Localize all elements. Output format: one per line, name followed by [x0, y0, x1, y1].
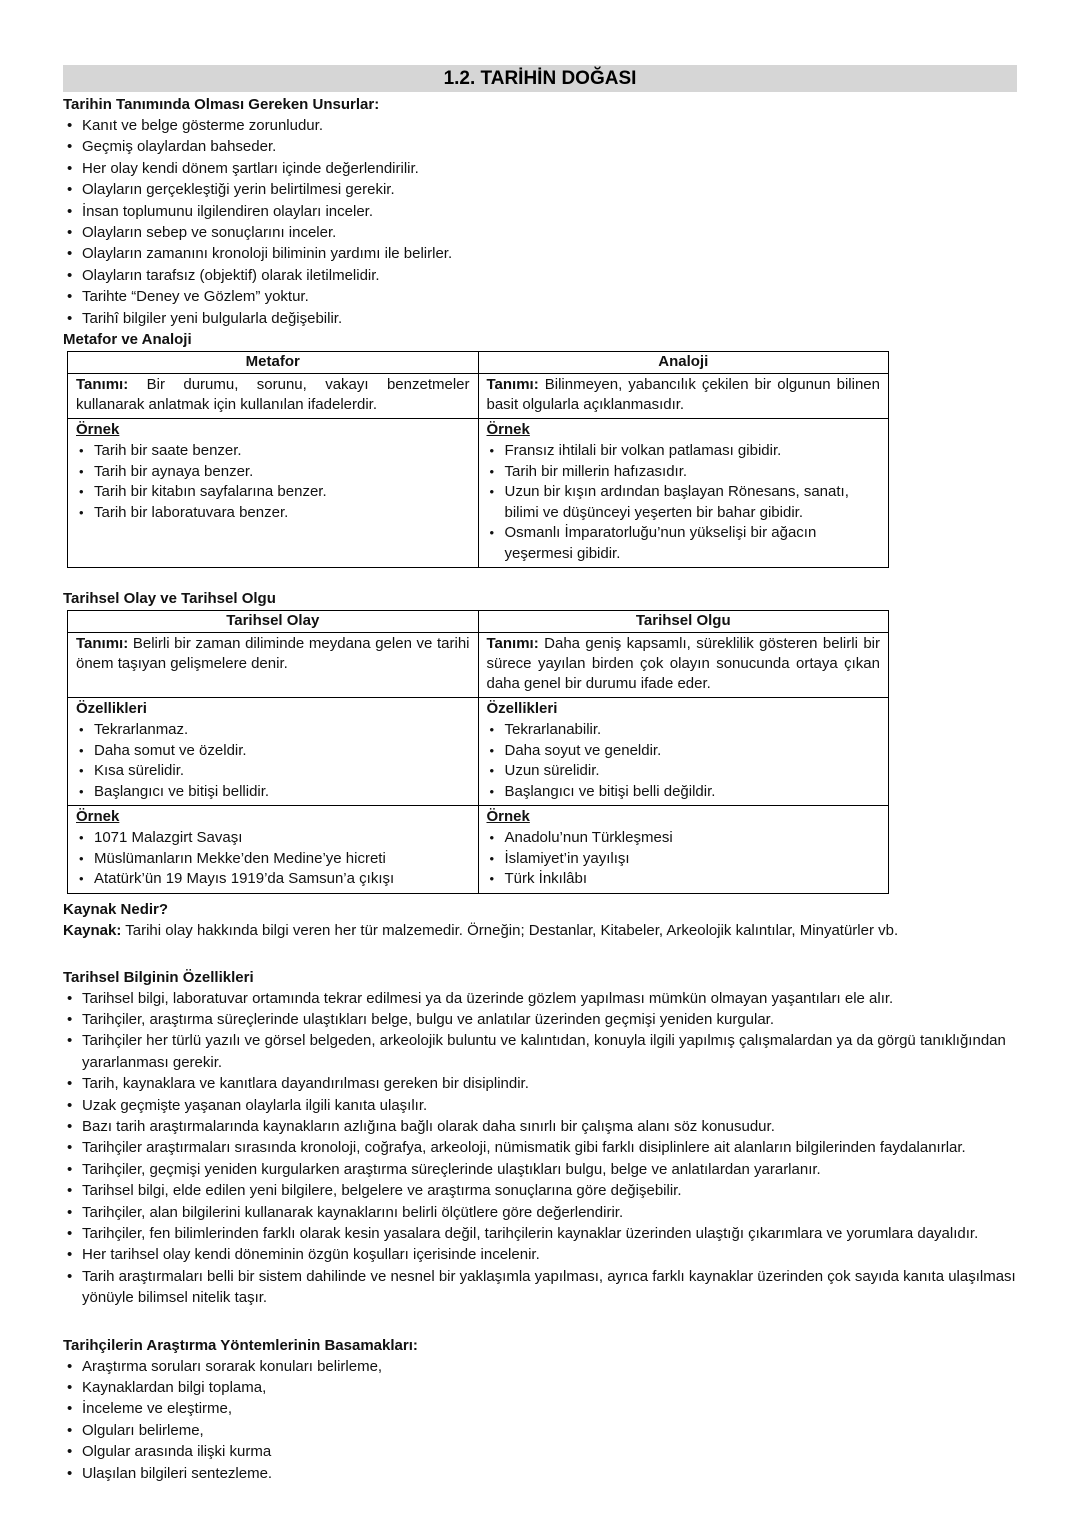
table-row-ornek [68, 806, 889, 894]
list-item: • Tarih bir millerin hafızasıdır. [487, 462, 881, 483]
olay-tanim-cell [68, 633, 479, 698]
list-item: • Olayların sebep ve sonuçlarını inceler. [63, 222, 1017, 243]
metafor-tanim-text: Bir durumu, sorunu, vakayı benzetmeler kullanarak anlatmak için kullanılan ifadelerdir. [76, 376, 470, 414]
metafor-ornek-list [76, 441, 470, 523]
heading-olay-olgu: Tarihsel Olay ve Tarihsel Olgu [63, 590, 276, 608]
ornek-label: Örnek [486, 808, 530, 826]
olgu-tanim-text: Daha geniş kapsamlı, süreklilik gösteren belirli bir sürece yayılan birden çok olayın sonucunda ortaya çıkan daha genel bir durumu ifade eder. [486, 635, 880, 693]
table-header-row [68, 611, 889, 633]
list-item: • Tarihçiler, alan bilgilerini kullanarak kaynaklarını belirli ölçütlere göre değerlendirir. [63, 1202, 1017, 1223]
olay-tanim-text: Belirli bir zaman diliminde meydana gelen ve tarihi önem taşıyan gelişmelere denir. [76, 635, 470, 673]
column-header-analoji: Analoji [478, 352, 889, 374]
list-item: • Tarihsel bilgi, laboratuvar ortamında tekrar edilmesi ya da üzerinde gözlem yapılması mümkün olmayan yaşantıları ele alır. [63, 988, 1017, 1009]
olgu-ozellikleri-list [487, 720, 881, 802]
list-item: • Her olay kendi dönem şartları içinde değerlendirilir. [63, 158, 1017, 179]
heading-basamaklar: Tarihçilerin Araştırma Yöntemlerinin Basamakları: [63, 1336, 418, 1354]
list-item: • Her tarihsel olay kendi döneminin özgün koşulları içerisinde incelenir. [63, 1244, 1017, 1265]
ornek-label: Örnek [76, 808, 120, 826]
list-item: • Tarih bir saate benzer. [76, 441, 470, 462]
olgu-ornek-list [487, 828, 881, 890]
list-item: • Başlangıcı ve bitişi bellidir. [76, 782, 470, 803]
table-row-ornek [68, 419, 889, 568]
list-item: • Tekrarlanabilir. [487, 720, 881, 741]
ozellikleri-label: Özellikleri [76, 700, 147, 718]
metafor-ornek-cell [68, 419, 479, 568]
spacer [63, 568, 1017, 588]
list-item: • Tarihî bilgiler yeni bulgularla değişebilir. [63, 308, 1017, 329]
list-item: • Tarihçiler araştırmaları sırasında kronoloji, coğrafya, arkeoloji, nümismatik gibi farklı disiplinlere ait alanların bilgilerinden faydalanırlar. [63, 1137, 1017, 1158]
list-item: • Atatürk’ün 19 Mayıs 1919’da Samsun’a çıkışı [76, 869, 470, 890]
page-title: 1.2. TARİHİN DOĞASI [63, 65, 1017, 92]
heading-unsurlar: Tarihin Tanımında Olması Gereken Unsurlar: [63, 96, 380, 113]
list-item: • Anadolu’nun Türkleşmesi [487, 828, 881, 849]
table-header-row [68, 352, 889, 374]
unsurlar-list [63, 115, 1017, 329]
list-item: • Olguları belirleme, [63, 1420, 1017, 1441]
table-row-tanim [68, 374, 889, 419]
list-item: • Uzun bir kışın ardından başlayan Rönesans, sanatı, bilimi ve düşünceyi yeşerten bir bahar gibidir. [487, 482, 881, 523]
column-header-tarihsel-olgu: Tarihsel Olgu [478, 611, 889, 633]
list-item: • Olgular arasında ilişki kurma [63, 1441, 1017, 1462]
ornek-label: Örnek [486, 421, 530, 439]
analoji-tanim-text: Bilinmeyen, yabancılık çekilen bir olgunun bilinen basit olgularla açıklanmasıdır. [486, 376, 880, 414]
list-item: • Olayların gerçekleştiği yerin belirtilmesi gerekir. [63, 179, 1017, 200]
olay-ozellikleri-cell [68, 698, 479, 806]
list-item: • Tarih bir aynaya benzer. [76, 462, 470, 483]
heading-kaynak: Kaynak Nedir? [63, 900, 169, 918]
list-item: • Kısa sürelidir. [76, 761, 470, 782]
olgu-ozellikleri-cell [478, 698, 889, 806]
list-item: • Daha somut ve özeldir. [76, 741, 470, 762]
tanim-label: Tanımı: [76, 376, 129, 394]
list-item: • Tarih araştırmaları belli bir sistem dahilinde ve nesnel bir yaklaşımla yapılması, ayrıca farklı kaynaklar üzerinden çok sayıda kanıta ulaşılması yönüyle bilimsel nitelik taşır. [63, 1266, 1017, 1309]
list-item: • Tarihçiler, fen bilimlerinden farklı olarak kesin yasalara değil, tarihçilerin kaynaklar üzerinden ulaştığı çıkarımlara ve yorumlara dayalıdır. [63, 1223, 1017, 1244]
column-header-metafor: Metafor [68, 352, 479, 374]
list-item: • Ulaşılan bilgileri sentezleme. [63, 1463, 1017, 1484]
list-item: • Tarihçiler her türlü yazılı ve görsel belgeden, arkeolojik buluntu ve kalıntıdan, konuyla ilgili yapılmış çalışmalardan ya da görgü tanıklığından yararlanması gerekir. [63, 1030, 1017, 1073]
olgu-ornek-cell [478, 806, 889, 894]
kaynak-label: Kaynak: [63, 921, 122, 939]
olgu-tanim-cell [478, 633, 889, 698]
tanim-label: Tanımı: [486, 635, 539, 653]
kaynak-text: Tarihi olay hakkında bilgi veren her tür malzemedir. Örneğin; Destanlar, Kitabeler, Arkeolojik kalıntılar, Minyatürler vb. [125, 921, 899, 939]
list-item: • Tarihsel bilgi, elde edilen yeni bilgilere, belgelere ve araştırma sonuçlarına göre değişebilir. [63, 1180, 1017, 1201]
spacer [63, 1309, 1017, 1335]
list-item: • Tarih, kaynaklara ve kanıtlara dayandırılması gereken bir disiplindir. [63, 1073, 1017, 1094]
kaynak-definition [63, 920, 1017, 941]
list-item: • Tekrarlanmaz. [76, 720, 470, 741]
list-item: • İslamiyet’in yayılışı [487, 849, 881, 870]
metafor-tanim-cell [68, 374, 479, 419]
list-item: • Olayların tarafsız (objektif) olarak iletilmelidir. [63, 265, 1017, 286]
list-item: • Türk İnkılâbı [487, 869, 881, 890]
list-item: • Osmanlı İmparatorluğu’nun yükselişi bir ağacın yeşermesi gibidir. [487, 523, 881, 564]
list-item: • 1071 Malazgirt Savaşı [76, 828, 470, 849]
list-item: • Olayların zamanını kronoloji biliminin yardımı ile belirler. [63, 243, 1017, 264]
tanim-label: Tanımı: [76, 635, 129, 653]
list-item: • İnsan toplumunu ilgilendiren olayları inceler. [63, 201, 1017, 222]
spacer [63, 941, 1017, 967]
ornek-label: Örnek [76, 421, 120, 439]
analoji-tanim-cell [478, 374, 889, 419]
list-item: • Tarihçiler, geçmişi yeniden kurgularken araştırma süreçlerinde ulaştıkları bulgu, belge ve anlatılardan yararlanır. [63, 1159, 1017, 1180]
list-item: • Tarihte “Deney ve Gözlem” yoktur. [63, 286, 1017, 307]
list-item: • Uzak geçmişte yaşanan olaylarla ilgili kanıta ulaşılır. [63, 1095, 1017, 1116]
list-item: • Kanıt ve belge gösterme zorunludur. [63, 115, 1017, 136]
olay-ornek-cell [68, 806, 479, 894]
table-row-ozellikleri [68, 698, 889, 806]
analoji-ornek-list [487, 441, 881, 564]
list-item: • Fransız ihtilali bir volkan patlaması gibidir. [487, 441, 881, 462]
list-item: • Başlangıcı ve bitişi belli değildir. [487, 782, 881, 803]
bilgi-ozellikleri-list [63, 988, 1017, 1309]
list-item: • Geçmiş olaylardan bahseder. [63, 136, 1017, 157]
olay-ozellikleri-list [76, 720, 470, 802]
list-item: • Kaynaklardan bilgi toplama, [63, 1377, 1017, 1398]
list-item: • İnceleme ve eleştirme, [63, 1398, 1017, 1419]
list-item: • Müslümanların Mekke’den Medine’ye hicreti [76, 849, 470, 870]
column-header-tarihsel-olay: Tarihsel Olay [68, 611, 479, 633]
list-item: • Uzun sürelidir. [487, 761, 881, 782]
metafor-analoji-table [67, 351, 889, 568]
olay-ornek-list [76, 828, 470, 890]
analoji-ornek-cell [478, 419, 889, 568]
table-row-tanim [68, 633, 889, 698]
list-item: • Tarih bir kitabın sayfalarına benzer. [76, 482, 470, 503]
tanim-label: Tanımı: [486, 376, 539, 394]
ozellikleri-label: Özellikleri [486, 700, 558, 718]
list-item: • Bazı tarih araştırmalarında kaynakların azlığına bağlı olarak daha sınırlı bir çalışma alanı söz konusudur. [63, 1116, 1017, 1137]
heading-metafor-analoji: Metafor ve Analoji [63, 331, 192, 349]
list-item: • Tarih bir laboratuvara benzer. [76, 503, 470, 524]
olay-olgu-table [67, 610, 889, 894]
list-item: • Daha soyut ve geneldir. [487, 741, 881, 762]
basamaklar-list [63, 1356, 1017, 1484]
heading-bilgi-ozellikleri: Tarihsel Bilginin Özellikleri [63, 968, 254, 986]
list-item: • Araştırma soruları sorarak konuları belirleme, [63, 1356, 1017, 1377]
list-item: • Tarihçiler, araştırma süreçlerinde ulaştıkları belge, bulgu ve anlatılar üzerinden geçmişi yeniden kurgular. [63, 1009, 1017, 1030]
